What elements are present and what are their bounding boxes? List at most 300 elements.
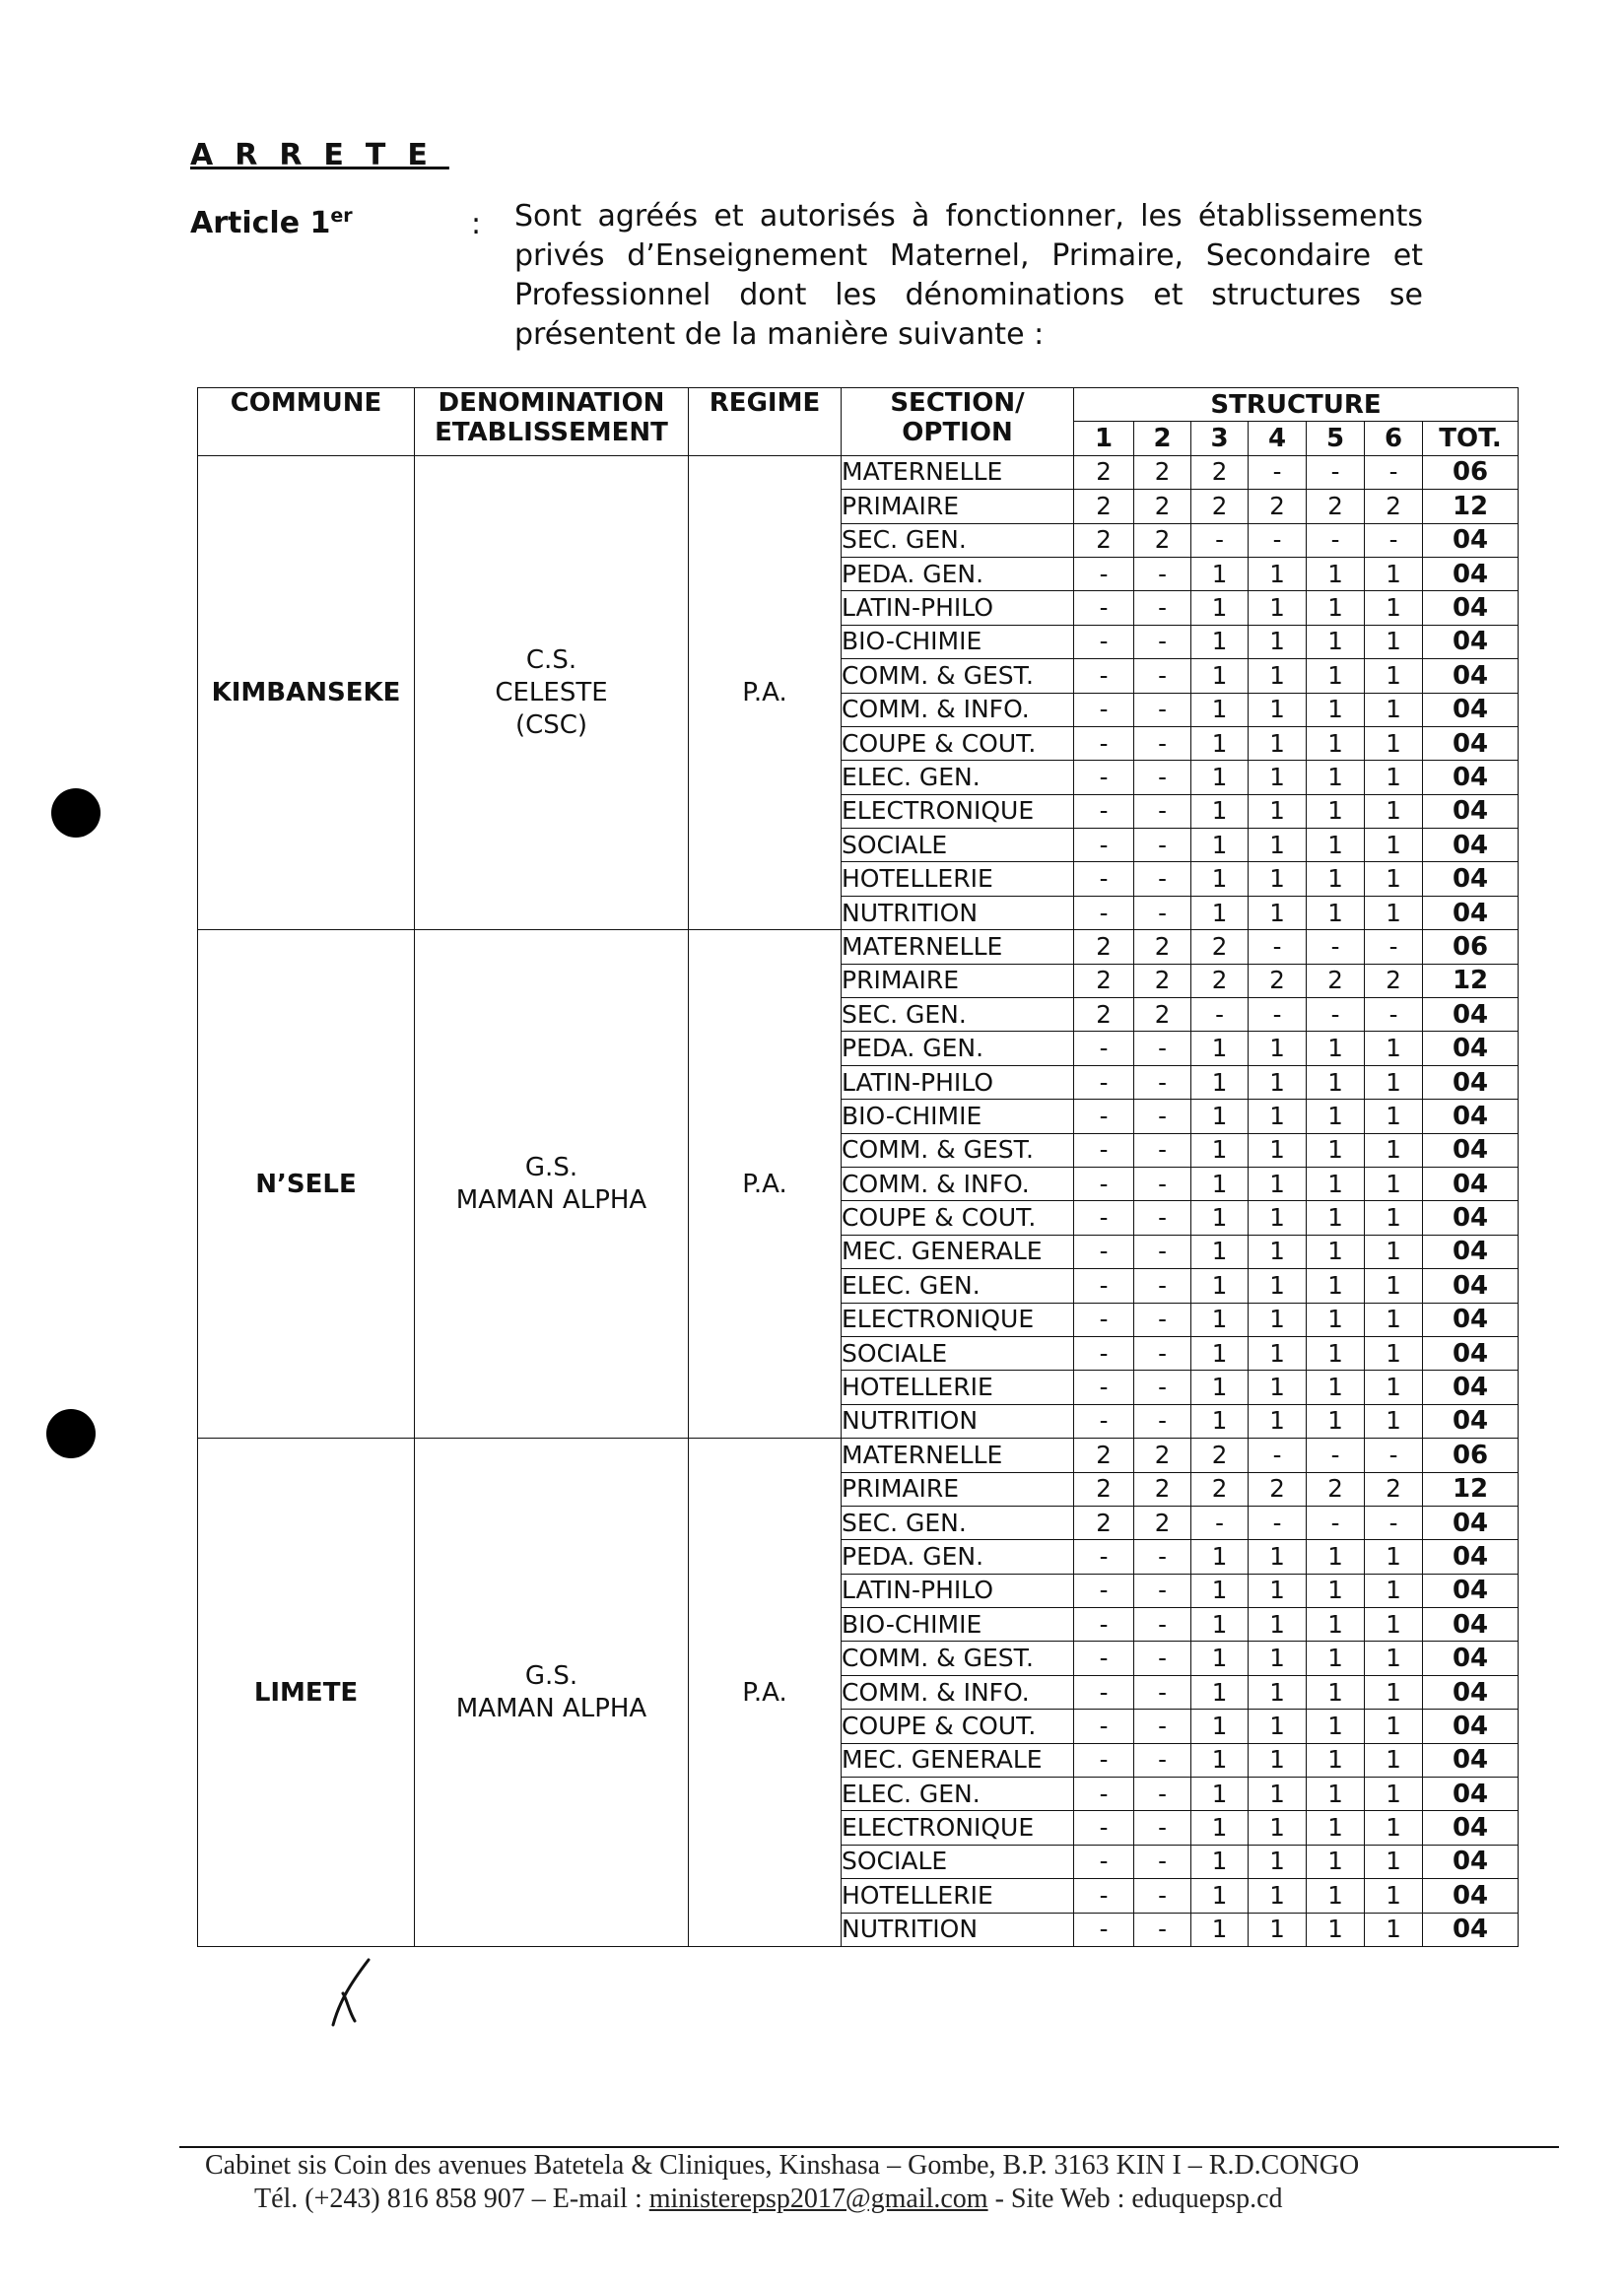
year-value-cell: 2 (1074, 1472, 1134, 1506)
year-value-cell: 2 (1365, 490, 1423, 523)
year-value-cell: 1 (1307, 896, 1365, 929)
total-cell: 04 (1423, 1404, 1519, 1438)
year-value-cell: - (1074, 1167, 1134, 1200)
section-cell: LATIN-PHILO (842, 1065, 1074, 1099)
footer-website: - Site Web : eduquepsp.cd (987, 2184, 1283, 2214)
year-value-cell: 1 (1365, 1913, 1423, 1946)
year-value-cell: - (1134, 1913, 1191, 1946)
year-value-cell: - (1074, 1303, 1134, 1336)
total-cell: 04 (1423, 1506, 1519, 1539)
year-value-cell: 1 (1307, 829, 1365, 862)
year-value-cell: 1 (1307, 1201, 1365, 1235)
year-value-cell: 1 (1365, 829, 1423, 862)
year-value-cell: - (1074, 829, 1134, 862)
total-cell: 04 (1423, 998, 1519, 1032)
year-value-cell: 1 (1365, 1303, 1423, 1336)
year-value-cell: 1 (1307, 659, 1365, 693)
header-denomination: DENOMINATION ETABLISSEMENT (415, 388, 689, 456)
footer-contact (254, 2184, 1283, 2215)
year-value-cell: - (1074, 1913, 1134, 1946)
denomination-line: G.S. (524, 1152, 578, 1182)
article-label (190, 205, 353, 240)
total-cell: 04 (1423, 1710, 1519, 1743)
year-value-cell: 1 (1307, 794, 1365, 828)
total-cell: 04 (1423, 1269, 1519, 1303)
year-value-cell: 1 (1249, 1642, 1307, 1675)
year-value-cell: 1 (1365, 1879, 1423, 1913)
footer-phone: Tél. (+243) 816 858 907 – E-mail : (254, 2184, 649, 2214)
year-value-cell: 1 (1249, 591, 1307, 625)
year-value-cell: 1 (1191, 1133, 1249, 1167)
footer-divider (179, 2146, 1559, 2148)
year-value-cell: 1 (1191, 862, 1249, 896)
section-cell: PEDA. GEN. (842, 557, 1074, 590)
year-value-cell: - (1074, 1269, 1134, 1303)
section-cell: COMM. & INFO. (842, 1675, 1074, 1709)
year-value-cell: 1 (1307, 726, 1365, 760)
year-value-cell: 1 (1365, 625, 1423, 658)
section-cell: LATIN-PHILO (842, 591, 1074, 625)
total-cell: 04 (1423, 1778, 1519, 1811)
year-value-cell: - (1307, 523, 1365, 557)
year-value-cell: 1 (1307, 1371, 1365, 1404)
year-value-cell: 1 (1249, 693, 1307, 726)
article-colon: : (471, 207, 482, 241)
year-value-cell: - (1074, 557, 1134, 590)
regime-cell: P.A. (689, 930, 842, 1439)
year-value-cell: 1 (1365, 693, 1423, 726)
year-value-cell: - (1074, 1404, 1134, 1438)
year-value-cell: 1 (1249, 1743, 1307, 1777)
year-value-cell: - (1307, 930, 1365, 964)
year-value-cell: 1 (1191, 591, 1249, 625)
year-value-cell: 1 (1365, 794, 1423, 828)
year-value-cell: 1 (1249, 761, 1307, 794)
year-value-cell: 1 (1365, 1608, 1423, 1642)
year-value-cell: 1 (1307, 1608, 1365, 1642)
section-cell: COMM. & INFO. (842, 1167, 1074, 1200)
year-value-cell: 1 (1191, 1811, 1249, 1845)
section-cell: HOTELLERIE (842, 862, 1074, 896)
section-cell: ELECTRONIQUE (842, 794, 1074, 828)
handwritten-initial-mark (325, 1956, 384, 2030)
year-value-cell: 1 (1249, 1065, 1307, 1099)
year-value-cell: 1 (1249, 1913, 1307, 1946)
year-value-cell: - (1074, 1710, 1134, 1743)
year-value-cell: 1 (1191, 1235, 1249, 1268)
section-cell: NUTRITION (842, 1404, 1074, 1438)
year-value-cell: 1 (1249, 794, 1307, 828)
year-value-cell: 2 (1307, 490, 1365, 523)
total-cell: 04 (1423, 1201, 1519, 1235)
year-value-cell: 1 (1191, 896, 1249, 929)
year-value-cell: 1 (1249, 1336, 1307, 1370)
year-value-cell: - (1134, 1608, 1191, 1642)
year-value-cell: 1 (1191, 1100, 1249, 1133)
denomination-cell (415, 930, 689, 1439)
section-cell: ELECTRONIQUE (842, 1811, 1074, 1845)
denomination-line: MAMAN ALPHA (455, 1693, 647, 1723)
total-cell: 04 (1423, 1336, 1519, 1370)
year-value-cell: - (1134, 1845, 1191, 1878)
year-value-cell: - (1074, 1235, 1134, 1268)
year-value-cell: 1 (1307, 1133, 1365, 1167)
year-value-cell: - (1134, 1235, 1191, 1268)
total-cell: 04 (1423, 1032, 1519, 1065)
section-cell: COMM. & GEST. (842, 1133, 1074, 1167)
year-value-cell: 1 (1307, 1845, 1365, 1878)
section-cell: BIO-CHIMIE (842, 1100, 1074, 1133)
section-cell: MATERNELLE (842, 455, 1074, 489)
year-value-cell: 2 (1365, 964, 1423, 997)
total-cell: 04 (1423, 1540, 1519, 1574)
year-value-cell: 1 (1365, 1540, 1423, 1574)
year-value-cell: 1 (1249, 1608, 1307, 1642)
year-value-cell: - (1074, 1133, 1134, 1167)
year-value-cell: 2 (1134, 964, 1191, 997)
year-value-cell: 1 (1365, 1336, 1423, 1370)
year-value-cell: 2 (1134, 930, 1191, 964)
year-value-cell: 2 (1191, 1439, 1249, 1472)
year-value-cell: 2 (1074, 490, 1134, 523)
year-value-cell: - (1074, 794, 1134, 828)
year-value-cell: - (1074, 1336, 1134, 1370)
total-cell: 04 (1423, 1913, 1519, 1946)
structure-table (197, 387, 1519, 1947)
year-value-cell: - (1074, 1778, 1134, 1811)
section-cell: COUPE & COUT. (842, 1201, 1074, 1235)
year-value-cell: 1 (1249, 862, 1307, 896)
regime-cell: P.A. (689, 455, 842, 929)
year-value-cell: 1 (1249, 1303, 1307, 1336)
year-value-cell: - (1249, 998, 1307, 1032)
year-value-cell: 2 (1365, 1472, 1423, 1506)
year-value-cell: - (1307, 1439, 1365, 1472)
year-value-cell: 1 (1307, 1167, 1365, 1200)
year-value-cell: 1 (1365, 591, 1423, 625)
year-value-cell: - (1365, 523, 1423, 557)
year-value-cell: 1 (1249, 1845, 1307, 1878)
year-value-cell: 1 (1191, 1201, 1249, 1235)
year-value-cell: - (1074, 1642, 1134, 1675)
year-value-cell: - (1249, 455, 1307, 489)
year-value-cell: 2 (1191, 455, 1249, 489)
year-value-cell: 1 (1307, 557, 1365, 590)
year-value-cell: 2 (1134, 455, 1191, 489)
total-cell: 04 (1423, 794, 1519, 828)
section-cell: COUPE & COUT. (842, 726, 1074, 760)
year-value-cell: 1 (1365, 1743, 1423, 1777)
total-cell: 04 (1423, 1608, 1519, 1642)
year-value-cell: - (1134, 659, 1191, 693)
total-cell: 04 (1423, 1303, 1519, 1336)
year-value-cell: 1 (1307, 1879, 1365, 1913)
section-cell: COMM. & INFO. (842, 693, 1074, 726)
regime-cell: P.A. (689, 1439, 842, 1947)
year-value-cell: 1 (1249, 726, 1307, 760)
year-value-cell: - (1134, 693, 1191, 726)
total-cell: 04 (1423, 557, 1519, 590)
section-cell: ELEC. GEN. (842, 1778, 1074, 1811)
year-value-cell: - (1074, 1675, 1134, 1709)
year-value-cell: 1 (1191, 1065, 1249, 1099)
year-value-cell: 1 (1191, 726, 1249, 760)
year-value-cell: 1 (1307, 1913, 1365, 1946)
year-value-cell: - (1134, 557, 1191, 590)
footer-address: Cabinet sis Coin des avenues Batetela & Cliniques, Kinshasa – Gombe, B.P. 3163 KIN I – R.D.CONGO (205, 2150, 1360, 2181)
year-value-cell: 1 (1191, 1778, 1249, 1811)
year-value-cell: 1 (1249, 557, 1307, 590)
header-year: 4 (1249, 422, 1307, 455)
decree-heading: ARRETE (190, 138, 449, 172)
year-value-cell: 1 (1191, 557, 1249, 590)
year-value-cell: 1 (1191, 1269, 1249, 1303)
year-value-cell: - (1249, 930, 1307, 964)
total-cell: 12 (1423, 1472, 1519, 1506)
section-cell: PEDA. GEN. (842, 1032, 1074, 1065)
section-cell: SOCIALE (842, 1336, 1074, 1370)
year-value-cell: - (1074, 1371, 1134, 1404)
year-value-cell: - (1074, 591, 1134, 625)
year-value-cell: - (1134, 1710, 1191, 1743)
year-value-cell: 1 (1307, 1574, 1365, 1607)
year-value-cell: 1 (1191, 1404, 1249, 1438)
year-value-cell: 1 (1249, 1269, 1307, 1303)
year-value-cell: - (1134, 1811, 1191, 1845)
total-cell: 04 (1423, 829, 1519, 862)
year-value-cell: 1 (1307, 1269, 1365, 1303)
section-cell: PRIMAIRE (842, 490, 1074, 523)
year-value-cell: 1 (1249, 829, 1307, 862)
total-cell: 04 (1423, 1879, 1519, 1913)
year-value-cell: 2 (1307, 964, 1365, 997)
year-value-cell: 1 (1307, 625, 1365, 658)
year-value-cell: 1 (1191, 1574, 1249, 1607)
header-year: 5 (1307, 422, 1365, 455)
section-cell: ELEC. GEN. (842, 761, 1074, 794)
year-value-cell: 1 (1307, 1811, 1365, 1845)
year-value-cell: - (1134, 1371, 1191, 1404)
total-cell: 04 (1423, 1743, 1519, 1777)
section-cell: PRIMAIRE (842, 964, 1074, 997)
year-value-cell: - (1074, 1540, 1134, 1574)
year-value-cell: 1 (1365, 1778, 1423, 1811)
year-value-cell: 1 (1365, 1235, 1423, 1268)
denomination-cell (415, 455, 689, 929)
year-value-cell: 1 (1249, 1675, 1307, 1709)
section-cell: SOCIALE (842, 1845, 1074, 1878)
section-cell: COMM. & GEST. (842, 1642, 1074, 1675)
punch-hole-mark (51, 788, 101, 838)
year-value-cell: 1 (1365, 1710, 1423, 1743)
year-value-cell: 1 (1307, 1743, 1365, 1777)
total-cell: 06 (1423, 930, 1519, 964)
year-value-cell: - (1134, 1303, 1191, 1336)
year-value-cell: - (1134, 1642, 1191, 1675)
year-value-cell: 1 (1365, 896, 1423, 929)
year-value-cell: - (1074, 1065, 1134, 1099)
year-value-cell: 1 (1365, 1811, 1423, 1845)
year-value-cell: 2 (1074, 523, 1134, 557)
year-value-cell: - (1134, 896, 1191, 929)
year-value-cell: 2 (1134, 523, 1191, 557)
year-value-cell: 1 (1307, 1032, 1365, 1065)
year-value-cell: - (1134, 1540, 1191, 1574)
year-value-cell: - (1134, 1675, 1191, 1709)
year-value-cell: 2 (1134, 1506, 1191, 1539)
total-cell: 04 (1423, 1574, 1519, 1607)
table-body (198, 455, 1519, 1946)
year-value-cell: 1 (1365, 761, 1423, 794)
year-value-cell: 1 (1249, 1371, 1307, 1404)
year-value-cell: - (1074, 761, 1134, 794)
total-cell: 04 (1423, 726, 1519, 760)
year-value-cell: - (1134, 1100, 1191, 1133)
year-value-cell: 2 (1249, 1472, 1307, 1506)
year-value-cell: 1 (1365, 1201, 1423, 1235)
section-cell: SEC. GEN. (842, 1506, 1074, 1539)
section-cell: NUTRITION (842, 896, 1074, 929)
year-value-cell: 1 (1307, 1100, 1365, 1133)
year-value-cell: - (1134, 1404, 1191, 1438)
year-value-cell: 1 (1191, 1879, 1249, 1913)
year-value-cell: 2 (1191, 930, 1249, 964)
year-value-cell: 1 (1307, 1235, 1365, 1268)
year-value-cell: 1 (1191, 1167, 1249, 1200)
year-value-cell: - (1134, 862, 1191, 896)
header-total: TOT. (1423, 422, 1519, 455)
year-value-cell: 1 (1191, 1675, 1249, 1709)
year-value-cell: - (1191, 998, 1249, 1032)
year-value-cell: 1 (1249, 1778, 1307, 1811)
year-value-cell: 1 (1365, 1574, 1423, 1607)
year-value-cell: - (1074, 1032, 1134, 1065)
total-cell: 04 (1423, 1167, 1519, 1200)
year-value-cell: 1 (1249, 1201, 1307, 1235)
year-value-cell: 1 (1191, 1642, 1249, 1675)
year-value-cell: 2 (1191, 490, 1249, 523)
year-value-cell: 1 (1191, 1540, 1249, 1574)
year-value-cell: 2 (1134, 1439, 1191, 1472)
section-cell: MATERNELLE (842, 1439, 1074, 1472)
total-cell: 04 (1423, 523, 1519, 557)
year-value-cell: - (1074, 1608, 1134, 1642)
year-value-cell: 1 (1365, 726, 1423, 760)
year-value-cell: 1 (1191, 761, 1249, 794)
total-cell: 04 (1423, 1845, 1519, 1878)
header-structure: STRUCTURE (1074, 388, 1519, 422)
year-value-cell: - (1134, 1269, 1191, 1303)
year-value-cell: - (1134, 829, 1191, 862)
year-value-cell: 1 (1191, 1608, 1249, 1642)
year-value-cell: - (1307, 455, 1365, 489)
denomination-line: MAMAN ALPHA (455, 1184, 647, 1215)
table-row (198, 930, 1519, 964)
year-value-cell: 1 (1191, 829, 1249, 862)
year-value-cell: 1 (1365, 1269, 1423, 1303)
denomination-line: (CSC) (514, 709, 588, 740)
denomination-line: CELESTE (495, 677, 608, 707)
header-regime: REGIME (689, 388, 842, 456)
year-value-cell: 1 (1191, 1032, 1249, 1065)
year-value-cell: 1 (1191, 625, 1249, 658)
year-value-cell: - (1249, 523, 1307, 557)
total-cell: 12 (1423, 490, 1519, 523)
total-cell: 04 (1423, 625, 1519, 658)
year-value-cell: - (1074, 1879, 1134, 1913)
total-cell: 04 (1423, 659, 1519, 693)
year-value-cell: - (1134, 1065, 1191, 1099)
article-text: Sont agréés et autorisés à fonctionner, les établissements privés d’Enseignement Maternel, Primaire, Secondaire et Professionnel dont les dénominations et structures se présentent de la manière suivante : (514, 199, 1423, 352)
year-value-cell: 1 (1307, 1540, 1365, 1574)
year-value-cell: 1 (1365, 1133, 1423, 1167)
year-value-cell: 1 (1191, 1710, 1249, 1743)
year-value-cell: 2 (1074, 1506, 1134, 1539)
year-value-cell: 2 (1134, 1472, 1191, 1506)
total-cell: 04 (1423, 1811, 1519, 1845)
year-value-cell: - (1074, 625, 1134, 658)
article-label-sup: er (330, 205, 353, 227)
footer-email-link[interactable]: ministerepsp2017@gmail.com (648, 2184, 988, 2214)
year-value-cell: 1 (1249, 1811, 1307, 1845)
year-value-cell: 1 (1249, 1100, 1307, 1133)
year-value-cell: 1 (1249, 1235, 1307, 1268)
year-value-cell: - (1307, 1506, 1365, 1539)
punch-hole-mark (46, 1409, 96, 1458)
year-value-cell: 1 (1365, 1642, 1423, 1675)
year-value-cell: 1 (1249, 896, 1307, 929)
year-value-cell: - (1074, 1743, 1134, 1777)
year-value-cell: - (1134, 1778, 1191, 1811)
year-value-cell: - (1134, 1201, 1191, 1235)
year-value-cell: - (1074, 1845, 1134, 1878)
year-value-cell: - (1074, 659, 1134, 693)
total-cell: 12 (1423, 964, 1519, 997)
total-cell: 04 (1423, 1371, 1519, 1404)
section-cell: BIO-CHIMIE (842, 1608, 1074, 1642)
year-value-cell: - (1365, 998, 1423, 1032)
section-cell: HOTELLERIE (842, 1371, 1074, 1404)
year-value-cell: 1 (1365, 1404, 1423, 1438)
year-value-cell: - (1365, 1439, 1423, 1472)
year-value-cell: - (1134, 591, 1191, 625)
year-value-cell: 1 (1307, 693, 1365, 726)
year-value-cell: - (1134, 726, 1191, 760)
header-year: 6 (1365, 422, 1423, 455)
year-value-cell: 1 (1191, 1336, 1249, 1370)
year-value-cell: - (1134, 1336, 1191, 1370)
section-cell: SEC. GEN. (842, 523, 1074, 557)
year-value-cell: - (1191, 523, 1249, 557)
year-value-cell: 2 (1074, 964, 1134, 997)
section-cell: PRIMAIRE (842, 1472, 1074, 1506)
year-value-cell: - (1249, 1439, 1307, 1472)
year-value-cell: 1 (1365, 862, 1423, 896)
year-value-cell: 1 (1249, 1710, 1307, 1743)
year-value-cell: 1 (1249, 1540, 1307, 1574)
year-value-cell: - (1134, 625, 1191, 658)
year-value-cell: - (1307, 998, 1365, 1032)
year-value-cell: 1 (1365, 1065, 1423, 1099)
year-value-cell: 2 (1074, 998, 1134, 1032)
year-value-cell: 1 (1365, 1845, 1423, 1878)
article-label-text: Article 1 (190, 206, 331, 240)
year-value-cell: 1 (1307, 1675, 1365, 1709)
year-value-cell: 1 (1307, 1065, 1365, 1099)
denomination-line: G.S. (524, 1660, 578, 1691)
section-cell: ELECTRONIQUE (842, 1303, 1074, 1336)
year-value-cell: 1 (1307, 862, 1365, 896)
